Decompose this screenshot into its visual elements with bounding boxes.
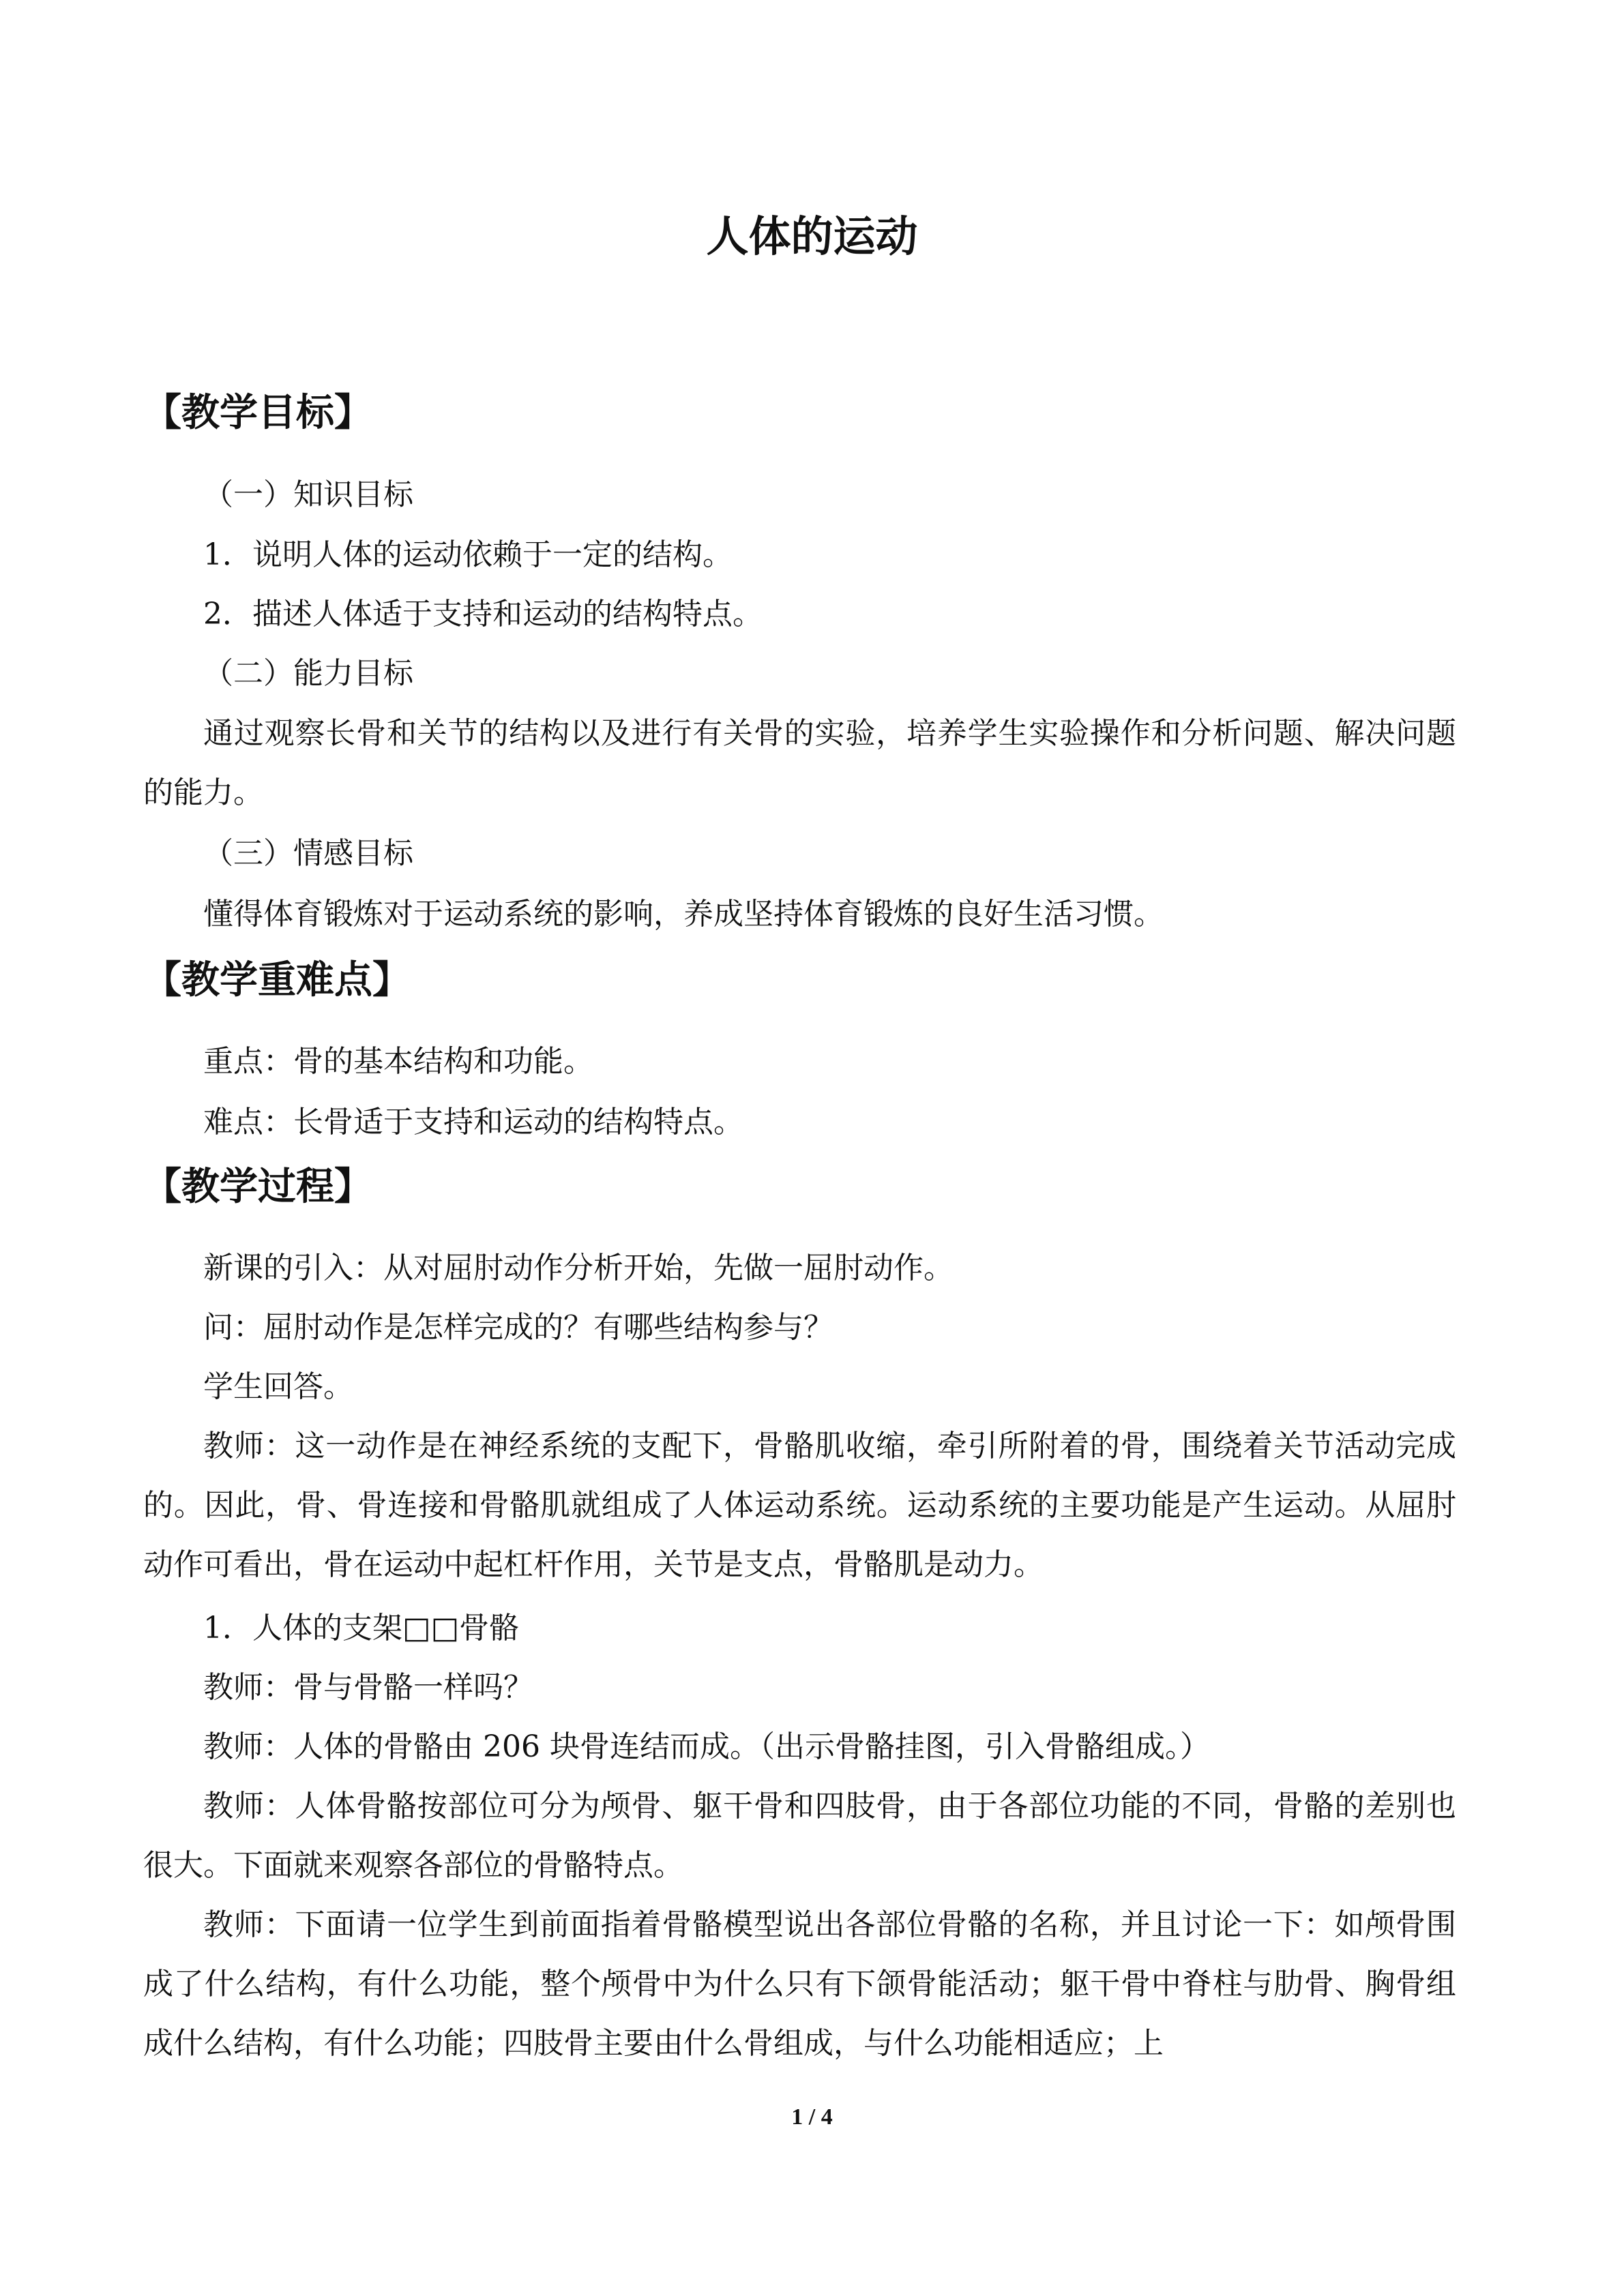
process-teacher-question: 教师：骨与骨骼一样吗？ (203, 1670, 533, 1705)
heading-key-points: 【教学重难点】 (143, 957, 411, 1002)
key-point: 重点：骨的基本结构和功能。 (203, 1044, 593, 1079)
process-teacher-discussion: 教师：下面请一位学生到前面指着骨骼模型说出各部位骨骼的名称，并且讨论一下：如颅骨围成了什么结构，有什么功能，整个颅骨中为什么只有下颌骨能活动；躯干骨中脊柱与肋骨、胸骨组成什么结构，有什么功能；四肢骨主要由什么骨组成，与什么功能相适应；上 (143, 1907, 1456, 2061)
heading-objectives: 【教学目标】 (143, 390, 372, 435)
objective-item-2: 2．描述人体适于支持和运动的结构特点。 (203, 597, 763, 631)
process-student-answer: 学生回答。 (203, 1369, 353, 1404)
process-subheading-skeleton: 1．人体的支架□□骨骼 (203, 1611, 520, 1645)
subheading-ability: （二）能力目标 (203, 656, 413, 691)
process-teacher-206: 教师：人体的骨骼由 206 块骨连结而成。（出示骨骼挂图，引入骨骼组成。） (203, 1729, 1210, 1764)
subheading-knowledge: （一）知识目标 (203, 477, 413, 512)
page-title: 人体的运动 (706, 211, 918, 261)
objective-item-1: 1．说明人体的运动依赖于一定的结构。 (203, 537, 733, 572)
process-intro: 新课的引入：从对屈肘动作分析开始，先做一屈肘动作。 (203, 1251, 954, 1285)
emotion-paragraph: 懂得体育锻炼对于运动系统的影响，养成坚持体育锻炼的良好生活习惯。 (203, 897, 1164, 931)
page-number: 1 / 4 (791, 2104, 833, 2130)
difficult-point: 难点：长骨适于支持和运动的结构特点。 (203, 1105, 743, 1139)
ability-paragraph: 通过观察长骨和关节的结构以及进行有关骨的实验，培养学生实验操作和分析问题、解决问题的能力。 (143, 716, 1456, 810)
process-teacher-explanation: 教师：这一动作是在神经系统的支配下，骨骼肌收缩，牵引所附着的骨，围绕着关节活动完成的。因此，骨、骨连接和骨骼肌就组成了人体运动系统。运动系统的主要功能是产生运动。从屈肘动作可看出，骨在运动中起杠杆作用，关节是支点，骨骼肌是动力。 (143, 1429, 1456, 1582)
heading-process: 【教学过程】 (143, 1164, 372, 1209)
subheading-emotion: （三）情感目标 (203, 836, 413, 871)
process-teacher-parts: 教师：人体骨骼按部位可分为颅骨、躯干骨和四肢骨，由于各部位功能的不同，骨骼的差别也很大。下面就来观察各部位的骨骼特点。 (143, 1789, 1456, 1883)
process-question: 问：屈肘动作是怎样完成的？有哪些结构参与？ (203, 1310, 833, 1345)
